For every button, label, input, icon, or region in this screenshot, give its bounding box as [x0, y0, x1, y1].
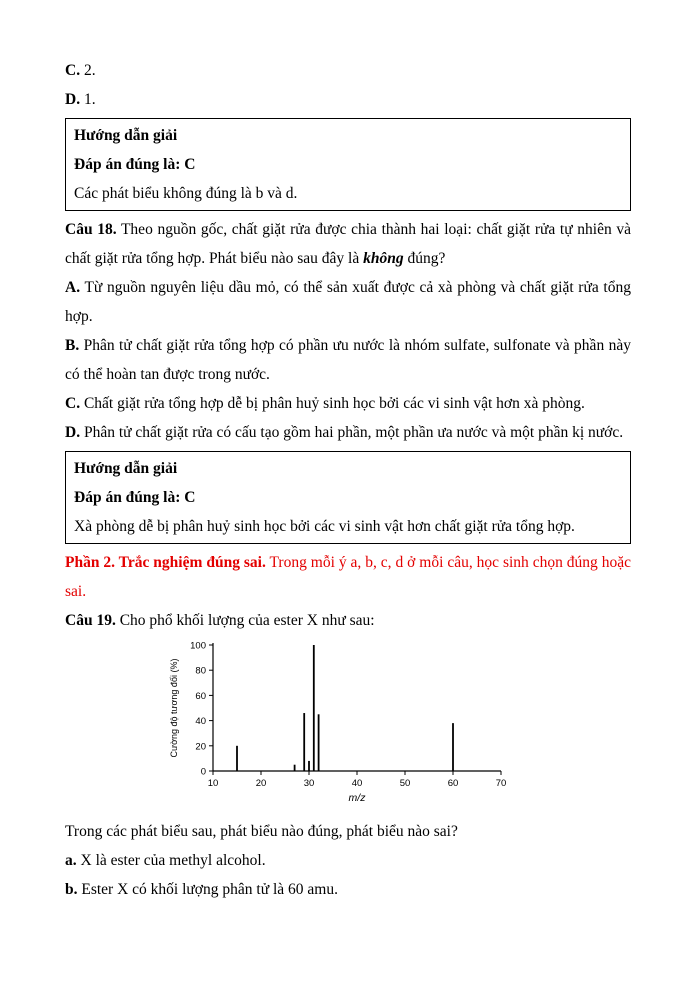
svg-text:60: 60 [195, 690, 206, 702]
part-2-text: Trong mỗi ý a, b, c, d ở mỗi câu, học sinh chọn đúng hoặc sai. [65, 554, 631, 600]
solution-box-2 [65, 451, 631, 544]
option-c-top-label: C. [65, 62, 81, 79]
mass-spectrum-svg [165, 639, 515, 805]
svg-text:20: 20 [255, 778, 267, 789]
solution-2-explanation: Xà phòng dễ bị phân huỷ sinh học bởi các vi sinh vật hơn chất giặt rửa tổng hợp. [74, 518, 575, 535]
q18-option-d-label: D. [65, 424, 81, 441]
option-c-top [65, 56, 631, 85]
solution-box-1 [65, 118, 631, 211]
question-18-text-2: đúng? [403, 250, 446, 267]
solution-2-heading: Hướng dẫn giải [74, 460, 178, 477]
question-19-text: Cho phổ khối lượng của ester X như sau: [115, 612, 375, 629]
svg-text:80: 80 [195, 665, 206, 677]
svg-text:10: 10 [207, 778, 219, 789]
part-2-heading [65, 548, 631, 606]
q18-option-c-text: Chất giặt rửa tổng hợp dễ bị phân huỷ sinh học bởi các vi sinh vật hơn xà phòng. [83, 395, 585, 412]
option-d-top-label: D. [65, 91, 81, 108]
solution-1-heading: Hướng dẫn giải [74, 127, 178, 144]
svg-text:30: 30 [303, 778, 315, 789]
q19-statement-a [65, 846, 631, 875]
solution-2-answer: Đáp án đúng là: C [74, 489, 196, 506]
mass-spectrum-chart [165, 639, 515, 815]
question-18-emphasis: không [363, 250, 404, 267]
solution-1-explanation: Các phát biểu không đúng là b và d. [74, 185, 298, 202]
question-19-intro [65, 606, 631, 635]
q18-option-a [65, 273, 631, 331]
q19-statement-a-text: X là ester của methyl alcohol. [80, 852, 266, 869]
svg-text:60: 60 [447, 778, 459, 789]
svg-text:100: 100 [190, 640, 206, 652]
svg-text:0: 0 [200, 766, 206, 778]
q19-statement-a-label: a. [65, 852, 77, 869]
question-18-text-1: Theo nguồn gốc, chất giặt rửa được chia thành hai loại: chất giặt rửa tự nhiên và chất giặt rửa tổng hợp. Phát biểu nào sau đây là [65, 221, 631, 267]
q18-option-b-text: Phân tử chất giặt rửa tổng hợp có phần ưu nước là nhóm sulfate, sulfonate và phần này có thể hoàn tan được trong nước. [65, 337, 631, 383]
q19-statement-b-label: b. [65, 881, 78, 898]
q18-option-c-label: C. [65, 395, 81, 412]
q18-option-d-text: Phân tử chất giặt rửa có cấu tạo gồm hai phần, một phần ưa nước và một phần kị nước. [83, 424, 624, 441]
svg-text:40: 40 [351, 778, 363, 789]
q18-option-a-text: Từ nguồn nguyên liệu dầu mỏ, có thể sản xuất được cả xà phòng và chất giặt rửa tổng hợp. [65, 279, 631, 325]
svg-text:20: 20 [195, 741, 206, 753]
q18-option-b [65, 331, 631, 389]
q18-option-c [65, 389, 631, 418]
question-18-intro [65, 215, 631, 273]
question-18-label: Câu 18. [65, 221, 117, 238]
q19-question-line: Trong các phát biểu sau, phát biểu nào đúng, phát biểu nào sai? [65, 823, 458, 840]
q18-option-d [65, 418, 631, 447]
svg-text:70: 70 [495, 778, 507, 789]
solution-1-answer: Đáp án đúng là: C [74, 156, 196, 173]
q18-option-a-label: A. [65, 279, 81, 296]
option-c-top-text: 2. [83, 62, 96, 79]
svg-text:m/z: m/z [348, 792, 366, 804]
part-2-label: Phần 2. Trắc nghiệm đúng sai. [65, 554, 266, 571]
svg-text:40: 40 [195, 716, 206, 728]
option-d-top-text: 1. [83, 91, 96, 108]
q19-statement-b [65, 875, 631, 904]
question-19-label: Câu 19. [65, 612, 116, 629]
svg-text:50: 50 [399, 778, 411, 789]
svg-text:Cường độ tương đối (%): Cường độ tương đối (%) [169, 658, 179, 758]
q19-statement-b-text: Ester X có khối lượng phân tử là 60 amu. [81, 881, 338, 898]
q18-option-b-label: B. [65, 337, 80, 354]
option-d-top [65, 85, 631, 114]
